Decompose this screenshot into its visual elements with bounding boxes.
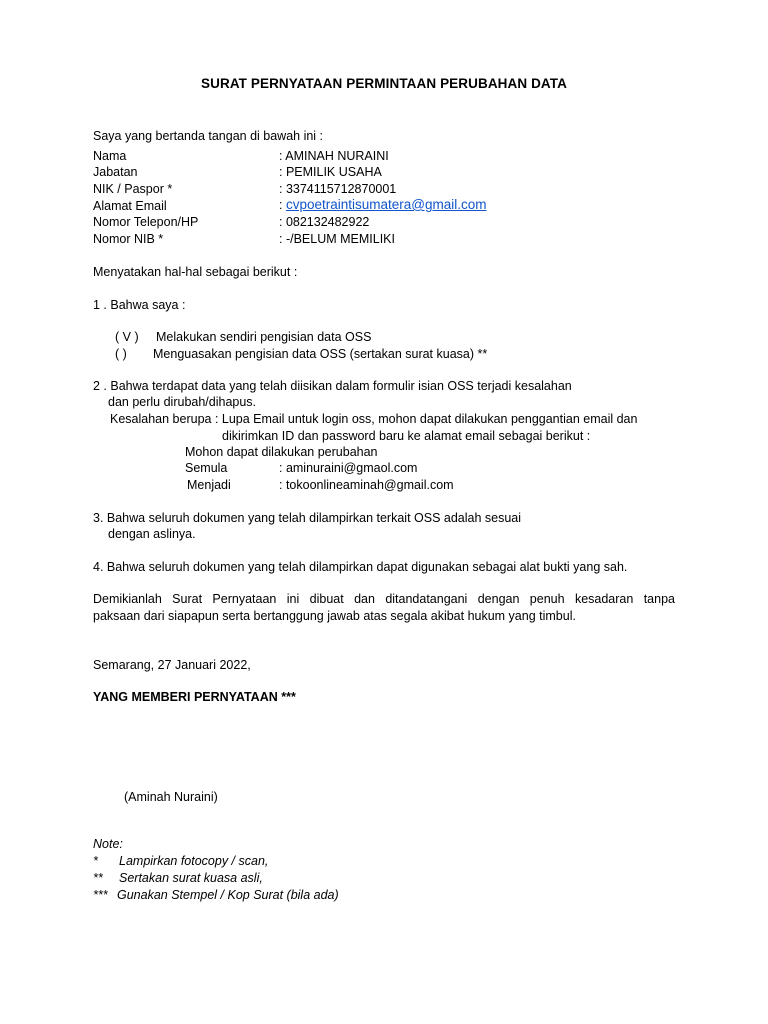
intro-text: Saya yang bertanda tangan di bawah ini :: [93, 129, 324, 143]
point2-line5: Mohon dapat dilakukan perubahan: [185, 445, 378, 459]
note3-mark: ***: [93, 888, 108, 902]
identity-label-email: Alamat Email: [93, 199, 167, 213]
closing-paragraph: [93, 591, 675, 625]
point4-text: 4. Bahwa seluruh dokumen yang telah dilampirkan dapat digunakan sebagai alat bukti yang sah.: [93, 560, 628, 574]
identity-label-nik: NIK / Paspor *: [93, 182, 173, 196]
closing-line1: Demikianlah Surat Pernyataan ini dibuat dan ditandatangani dengan penuh kesadaran tanpa: [93, 592, 675, 606]
point2-line3: Kesalahan berupa : Lupa Email untuk login oss, mohon dapat dilakukan penggantian email dan: [110, 412, 638, 426]
identity-label-nama: Nama: [93, 149, 127, 163]
statement-intro: Menyatakan hal-hal sebagai berikut :: [93, 265, 298, 279]
identity-value-phone: : 082132482922: [279, 215, 370, 229]
semula-value: : aminuraini@gmaol.com: [279, 461, 418, 475]
signer-name: (Aminah Nuraini): [124, 790, 218, 804]
menjadi-value: : tokoonlineaminah@gmail.com: [279, 478, 454, 492]
signer-heading: YANG MEMBERI PERNYATAAN ***: [93, 690, 296, 704]
menjadi-label: Menjadi: [187, 478, 231, 492]
point3-line1: 3. Bahwa seluruh dokumen yang telah dilampirkan terkait OSS adalah sesuai: [93, 511, 522, 525]
note1-text: Lampirkan fotocopy / scan,: [119, 854, 269, 868]
point1-option1-text: Melakukan sendiri pengisian data OSS: [156, 330, 372, 344]
note1-mark: *: [93, 854, 98, 868]
point3-line2: dengan aslinya.: [108, 527, 196, 541]
identity-value-email: [279, 197, 486, 213]
identity-value-nib: : -/BELUM MEMILIKI: [279, 232, 395, 246]
email-link[interactable]: cvpoetraintisumatera@gmail.com: [285, 197, 487, 212]
point2-line4: dikirimkan ID dan password baru ke alamat email sebagai berikut :: [222, 429, 591, 443]
identity-value-jabatan: : PEMILIK USAHA: [279, 165, 382, 179]
point1-option1-mark: ( V ): [115, 330, 139, 344]
note2-text: Sertakan surat kuasa asli,: [119, 871, 263, 885]
document-title: SURAT PERNYATAAN PERMINTAAN PERUBAHAN DATA: [201, 76, 567, 91]
place-date: Semarang, 27 Januari 2022,: [93, 658, 251, 672]
point2-line2: dan perlu dirubah/dihapus.: [108, 395, 257, 409]
identity-value-nik: : 3374115712870001: [279, 182, 397, 196]
note2-mark: **: [93, 871, 103, 885]
note3-text: Gunakan Stempel / Kop Surat (bila ada): [117, 888, 339, 902]
point1-option2-mark: ( ): [115, 347, 127, 361]
email-colon: :: [279, 198, 286, 212]
point1-option2-text: Menguasakan pengisian data OSS (sertakan surat kuasa) **: [153, 347, 488, 361]
identity-value-nama: : AMINAH NURAINI: [279, 149, 389, 163]
identity-label-jabatan: Jabatan: [93, 165, 138, 179]
identity-label-phone: Nomor Telepon/HP: [93, 215, 199, 229]
identity-label-nib: Nomor NIB *: [93, 232, 164, 246]
semula-label: Semula: [185, 461, 228, 475]
notes-heading: Note:: [93, 837, 123, 851]
closing-line2: paksaan dari siapapun serta bertanggung jawab atas segala akibat hukum yang timbul.: [93, 609, 576, 623]
point1-heading: 1 . Bahwa saya :: [93, 298, 186, 312]
point2-line1: 2 . Bahwa terdapat data yang telah diisikan dalam formulir isian OSS terjadi kesalahan: [93, 379, 572, 393]
